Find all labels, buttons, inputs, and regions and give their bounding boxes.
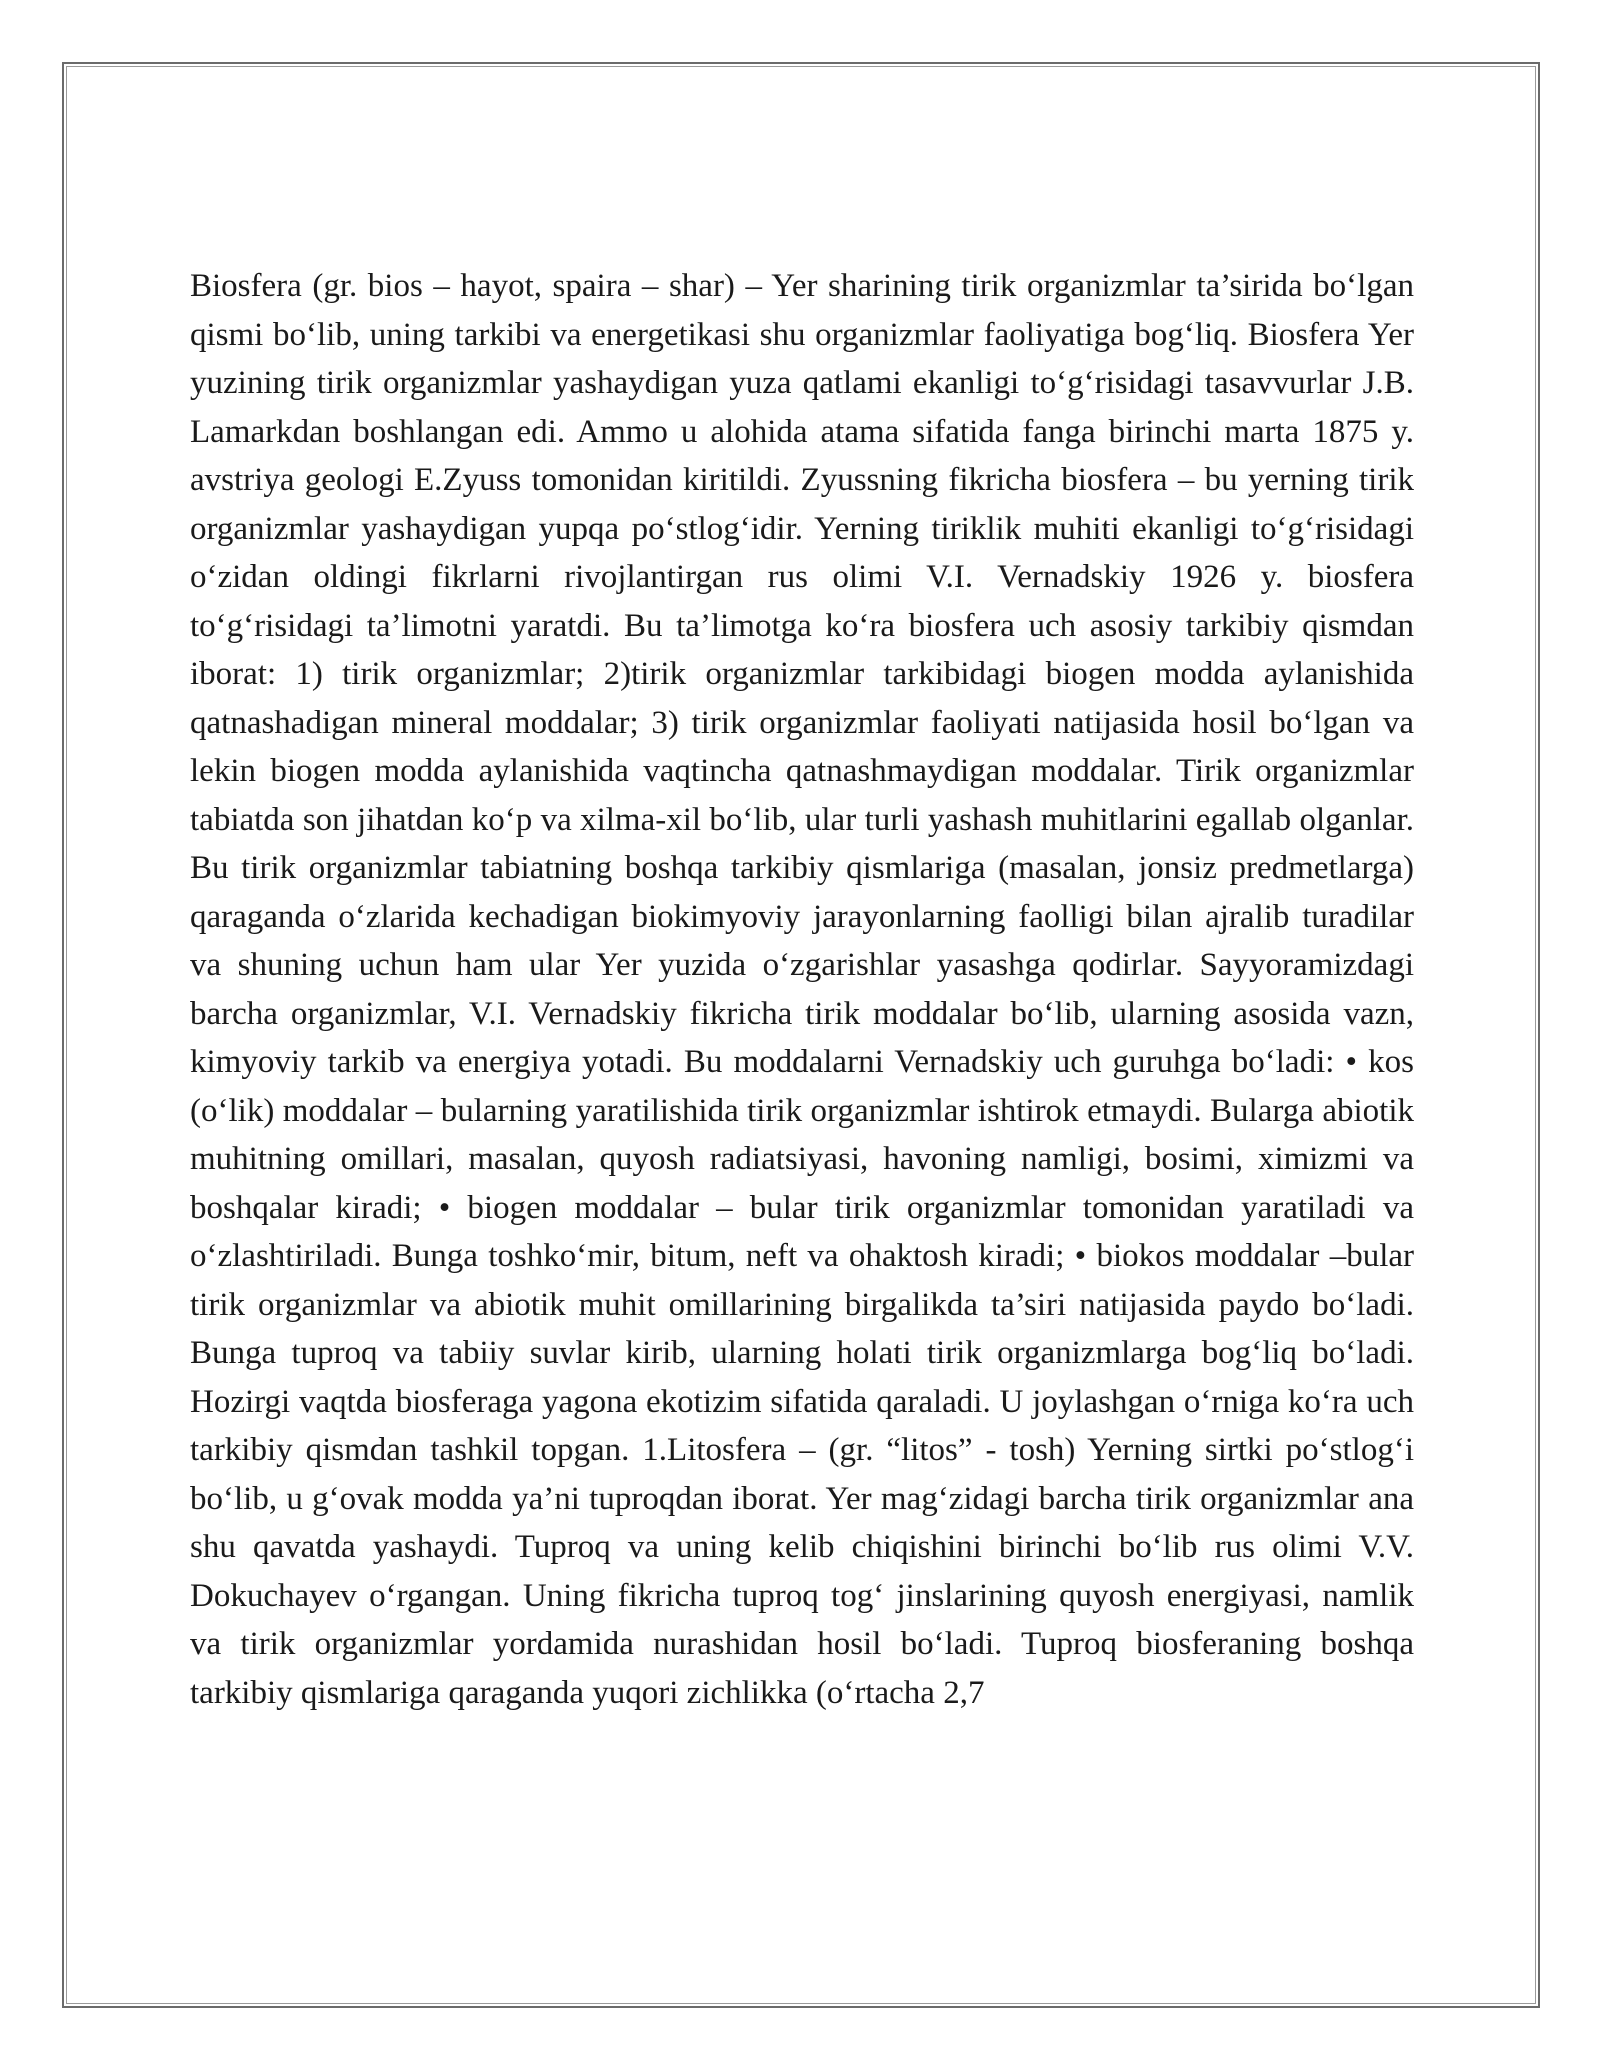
body-paragraph: Biosfera (gr. bios – hayot, spaira – shar) – Yer sharining tirik organizmlar ta’sirida bo‘lgan qismi bo‘lib, uning tarkibi va energetikasi shu organizmlar faoliyatiga bog‘liq. Biosfera Yer yuzining tirik organizmlar yashaydigan yuza qatlami ekanligi to‘g‘risidagi tasavvurlar J.B. Lamarkdan boshlangan edi. Ammo u alohida atama sifatida fanga birinchi marta 1875 y. avstriya geologi E.Zyuss tomonidan kiritildi. Zyussning fikricha biosfera – bu yerning tirik organizmlar yashaydigan yupqa po‘stlog‘idir. Yerning tiriklik muhiti ekanligi to‘g‘risidagi o‘zidan oldingi fikrlarni rivojlantirgan rus olimi V.I. Vernadskiy 1926 y. biosfera to‘g‘risidagi ta’limotni yaratdi. Bu ta’limotga ko‘ra biosfera uch asosiy tarkibiy qismdan iborat: 1) tirik organizmlar; 2)tirik organizmlar tarkibidagi biogen modda aylanishida qatnashadigan mineral moddalar; 3) tirik organizmlar faoliyati natijasida hosil bo‘lgan va lekin biogen modda aylanishida vaqtincha qatnashmaydigan moddalar. Tirik organizmlar tabiatda son jihatdan ko‘p va xilma-xil bo‘lib, ular turli yashash muhitlarini egallab olganlar. Bu tirik organizmlar tabiatning boshqa tarkibiy qismlariga (masalan, jonsiz predmetlarga) qaraganda o‘zlarida kechadigan biokimyoviy jarayonlarning faolligi bilan ajralib turadilar va shuning uchun ham ular Yer yuzida o‘zgarishlar yasashga qodirlar. Sayyoramizdagi barcha organizmlar, V.I. Vernadskiy fikricha tirik moddalar bo‘lib, ularning asosida vazn, kimyoviy tarkib va energiya yotadi. Bu moddalarni Vernadskiy uch guruhga bo‘ladi: • kos (o‘lik) moddalar – bularning yaratilishida tirik organizmlar ishtirok etmaydi. Bularga abiotik muhitning omillari, masalan, quyosh radiatsiyasi, havoning namligi, bosimi, ximizmi va boshqalar kiradi; • biogen moddalar – bular tirik organizmlar tomonidan yaratiladi va o‘zlashtiriladi. Bunga toshko‘mir, bitum, neft va ohaktosh kiradi; • biokos moddalar –bular tirik organizmlar va abiotik muhit omillarining birgalikda ta’siri natijasida paydo bo‘ladi. Bunga tuproq va tabiiy suvlar kirib, ularning holati tirik organizmlarga bog‘liq bo‘ladi. Hozirgi vaqtda biosferaga yagona ekotizim sifatida qaraladi. U joylashgan o‘rniga ko‘ra uch tarkibiy qismdan tashkil topgan. 1.Litosfera – (gr. “litos” - tosh) Yerning sirtki po‘stlog‘i bo‘lib, u g‘ovak modda ya’ni tuproqdan iborat. Yer mag‘zidagi barcha tirik organizmlar ana shu qavatda yashaydi. Tuproq va uning kelib chiqishini birinchi bo‘lib rus olimi V.V. Dokuchayev o‘rgangan. Uning fikricha tuproq tog‘ jinslarining quyosh energiyasi, namlik va tirik organizmlar yordamida nurashidan hosil bo‘ladi. Tuproq biosferaning boshqa tarkibiy qismlariga qaraganda yuqori zichlikka (o‘rtacha 2,7 — [190, 268, 1414, 1711]
